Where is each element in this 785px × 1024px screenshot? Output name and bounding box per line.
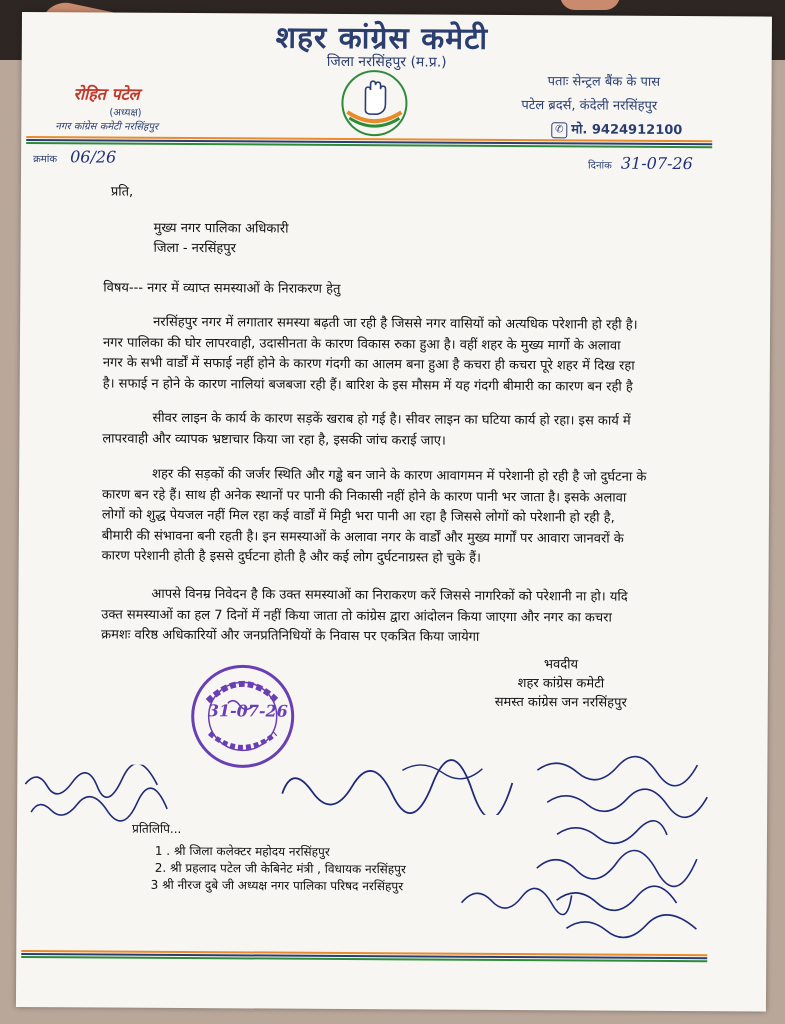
hand-finger-right <box>560 0 620 10</box>
copy-item: 2. श्री प्रहलाद पटेल जी केबिनेट मंत्री , विधायक नरसिंहपुर <box>154 860 406 877</box>
congress-hand-logo <box>339 68 409 138</box>
copy-label: प्रतिलिपि... <box>131 821 182 836</box>
closing-salutation: भवदीय <box>543 657 579 673</box>
signature-scribble-left <box>17 764 187 825</box>
closing-members: समस्त कांग्रेस जन नरसिंहपुर <box>494 694 627 711</box>
address-line-1: पताः सेन्ट्रल बैंक के पास <box>547 74 661 90</box>
president-org: नगर कांग्रेस कमेटी नरसिंहपुर <box>55 121 159 133</box>
paragraph-1 <box>103 313 763 399</box>
paragraph-line: नरसिंहपुर नगर में लगातार समस्या बढ़ती जा रही है जिससे नगर वासियों को अत्यधिक परेशानी हो रही है। <box>153 314 638 333</box>
recipient-line-1: मुख्य नगर पालिका अधिकारी <box>153 220 289 237</box>
address-line-2: पटेल ब्रदर्स, कंदेली नरसिंहपुर <box>521 98 658 114</box>
letter-page <box>16 12 772 1012</box>
phone-row <box>551 119 682 138</box>
stamp-date: 31-07-26 <box>207 701 288 721</box>
closing-org: शहर कांग्रेस कमेटी <box>517 676 605 692</box>
copy-list <box>150 843 485 896</box>
paragraph-3 <box>102 464 763 571</box>
org-title: शहर कांग्रेस कमेटी <box>275 20 489 57</box>
date-row <box>588 153 693 173</box>
paragraph-line: कारण बन रहे हैं। साथ ही अनेक स्थानों पर पानी की निकासी नहीं होने के कारण पानी भर जाता है। इसके अलावा <box>102 486 627 506</box>
signature-scribble-middle <box>272 754 522 816</box>
paragraph-line: आपसे विनम्र निवेदन है कि उक्त समस्याओं का निराकरण करें जिससे नागरिकों को परेशानी ना हो। यदि <box>151 586 628 605</box>
org-district: जिला नरसिंहपुर (म.प्र.) <box>326 53 447 71</box>
footer-tricolor-band <box>21 950 707 962</box>
closing-block <box>466 655 656 713</box>
paragraph-line: लोगों को शुद्ध पेयजल नहीं मिल रहा कई वार्डों में मिट्टी भरा पानी आ रहा है जिससे लोगों को परेशानी हो रही है, <box>101 507 615 526</box>
paragraph-line: शहर की सड़कों की जर्जर स्थिति और गड्ढे बन जाने के कारण आवागमन में परेशानी हो रही है जो दुर्घटना के <box>152 466 647 485</box>
phone-number: मो. 9424912100 <box>571 122 683 139</box>
paragraph-line: नगर पालिका की घोर लापरवाही, उदासीनता के कारण विकास रुका हुआ है। वहीं शहर के मुख्य मार्गो के अलावा <box>102 335 621 354</box>
president-role: (अध्यक्ष) <box>109 107 142 119</box>
copy-item: 3 श्री नीरज दुबे जी अध्यक्ष नगर पालिका परिषद नरसिंहपुर <box>150 877 404 894</box>
date-label: दिनांक <box>588 160 612 172</box>
recipient-prefix: प्रति, <box>110 184 134 200</box>
paragraph-line: बीमारी की संभावना बनी रहती है। इन समस्याओं के अलावा नगर के वार्डों और मुख्य मार्गों पर आवारा जानवरों के <box>101 527 624 547</box>
paragraph-line: उक्त समस्याओं का हल 7 दिनों में नहीं किया जाता तो कांग्रेस द्वारा आंदोलन किया जाएगा और नगर का कचरा <box>101 606 612 626</box>
copy-item: 1 . श्री जिला कलेक्टर महोदय नरसिंहपुर <box>154 843 330 859</box>
paragraph-line: है। सफाई न होने के कारण नालियां बजबजा रही हैं। बारिश के इस मौसम में यह गंदगी बीमारी का कारण बन रही है <box>102 376 633 395</box>
recipient-line-2: जिला - नरसिंहपुर <box>153 240 237 257</box>
reference-row <box>33 147 116 167</box>
subject-line: विषय--- नगर में व्याप्त समस्याओं के निराकरण हेतु <box>103 280 341 297</box>
paragraph-line: नगर के सभी वार्डों में सफाई नहीं होने के कारण गंदगी का आलम बना हुआ है कचरा ही कचरा पूरे शहर में दिख रहा <box>102 355 635 374</box>
paragraph-4 <box>101 584 761 650</box>
paragraph-line: सीवर लाइन के कार्य के कारण सड़कें खराब हो गई है। सीवर लाइन का घटिया कार्य हो रहा। इस कार्य में <box>152 410 631 429</box>
paragraph-2 <box>102 408 762 453</box>
paragraph-line: कारण परेशानी होती है इससे दुर्घटना होती है और कई लोग दुर्घटनाग्रस्त हो चुके हैं। <box>101 548 482 566</box>
paragraph-line: लापरवाही और व्यापक भ्रष्टाचार किया जा रहा है, इसकी जांच कराई जाए। <box>102 430 446 449</box>
reference-number: 06/26 <box>70 147 117 167</box>
president-name: रोहित पटेल <box>73 84 140 104</box>
paragraph-line: क्रमशः वरिष्ठ अधिकारियों और जनप्रतिनिधियों के निवास पर एकत्रित किया जायेगा <box>101 627 480 645</box>
date-value: 31-07-26 <box>620 153 693 174</box>
phone-icon: ✆ <box>551 122 567 138</box>
reference-label: क्रमांक <box>33 154 58 166</box>
